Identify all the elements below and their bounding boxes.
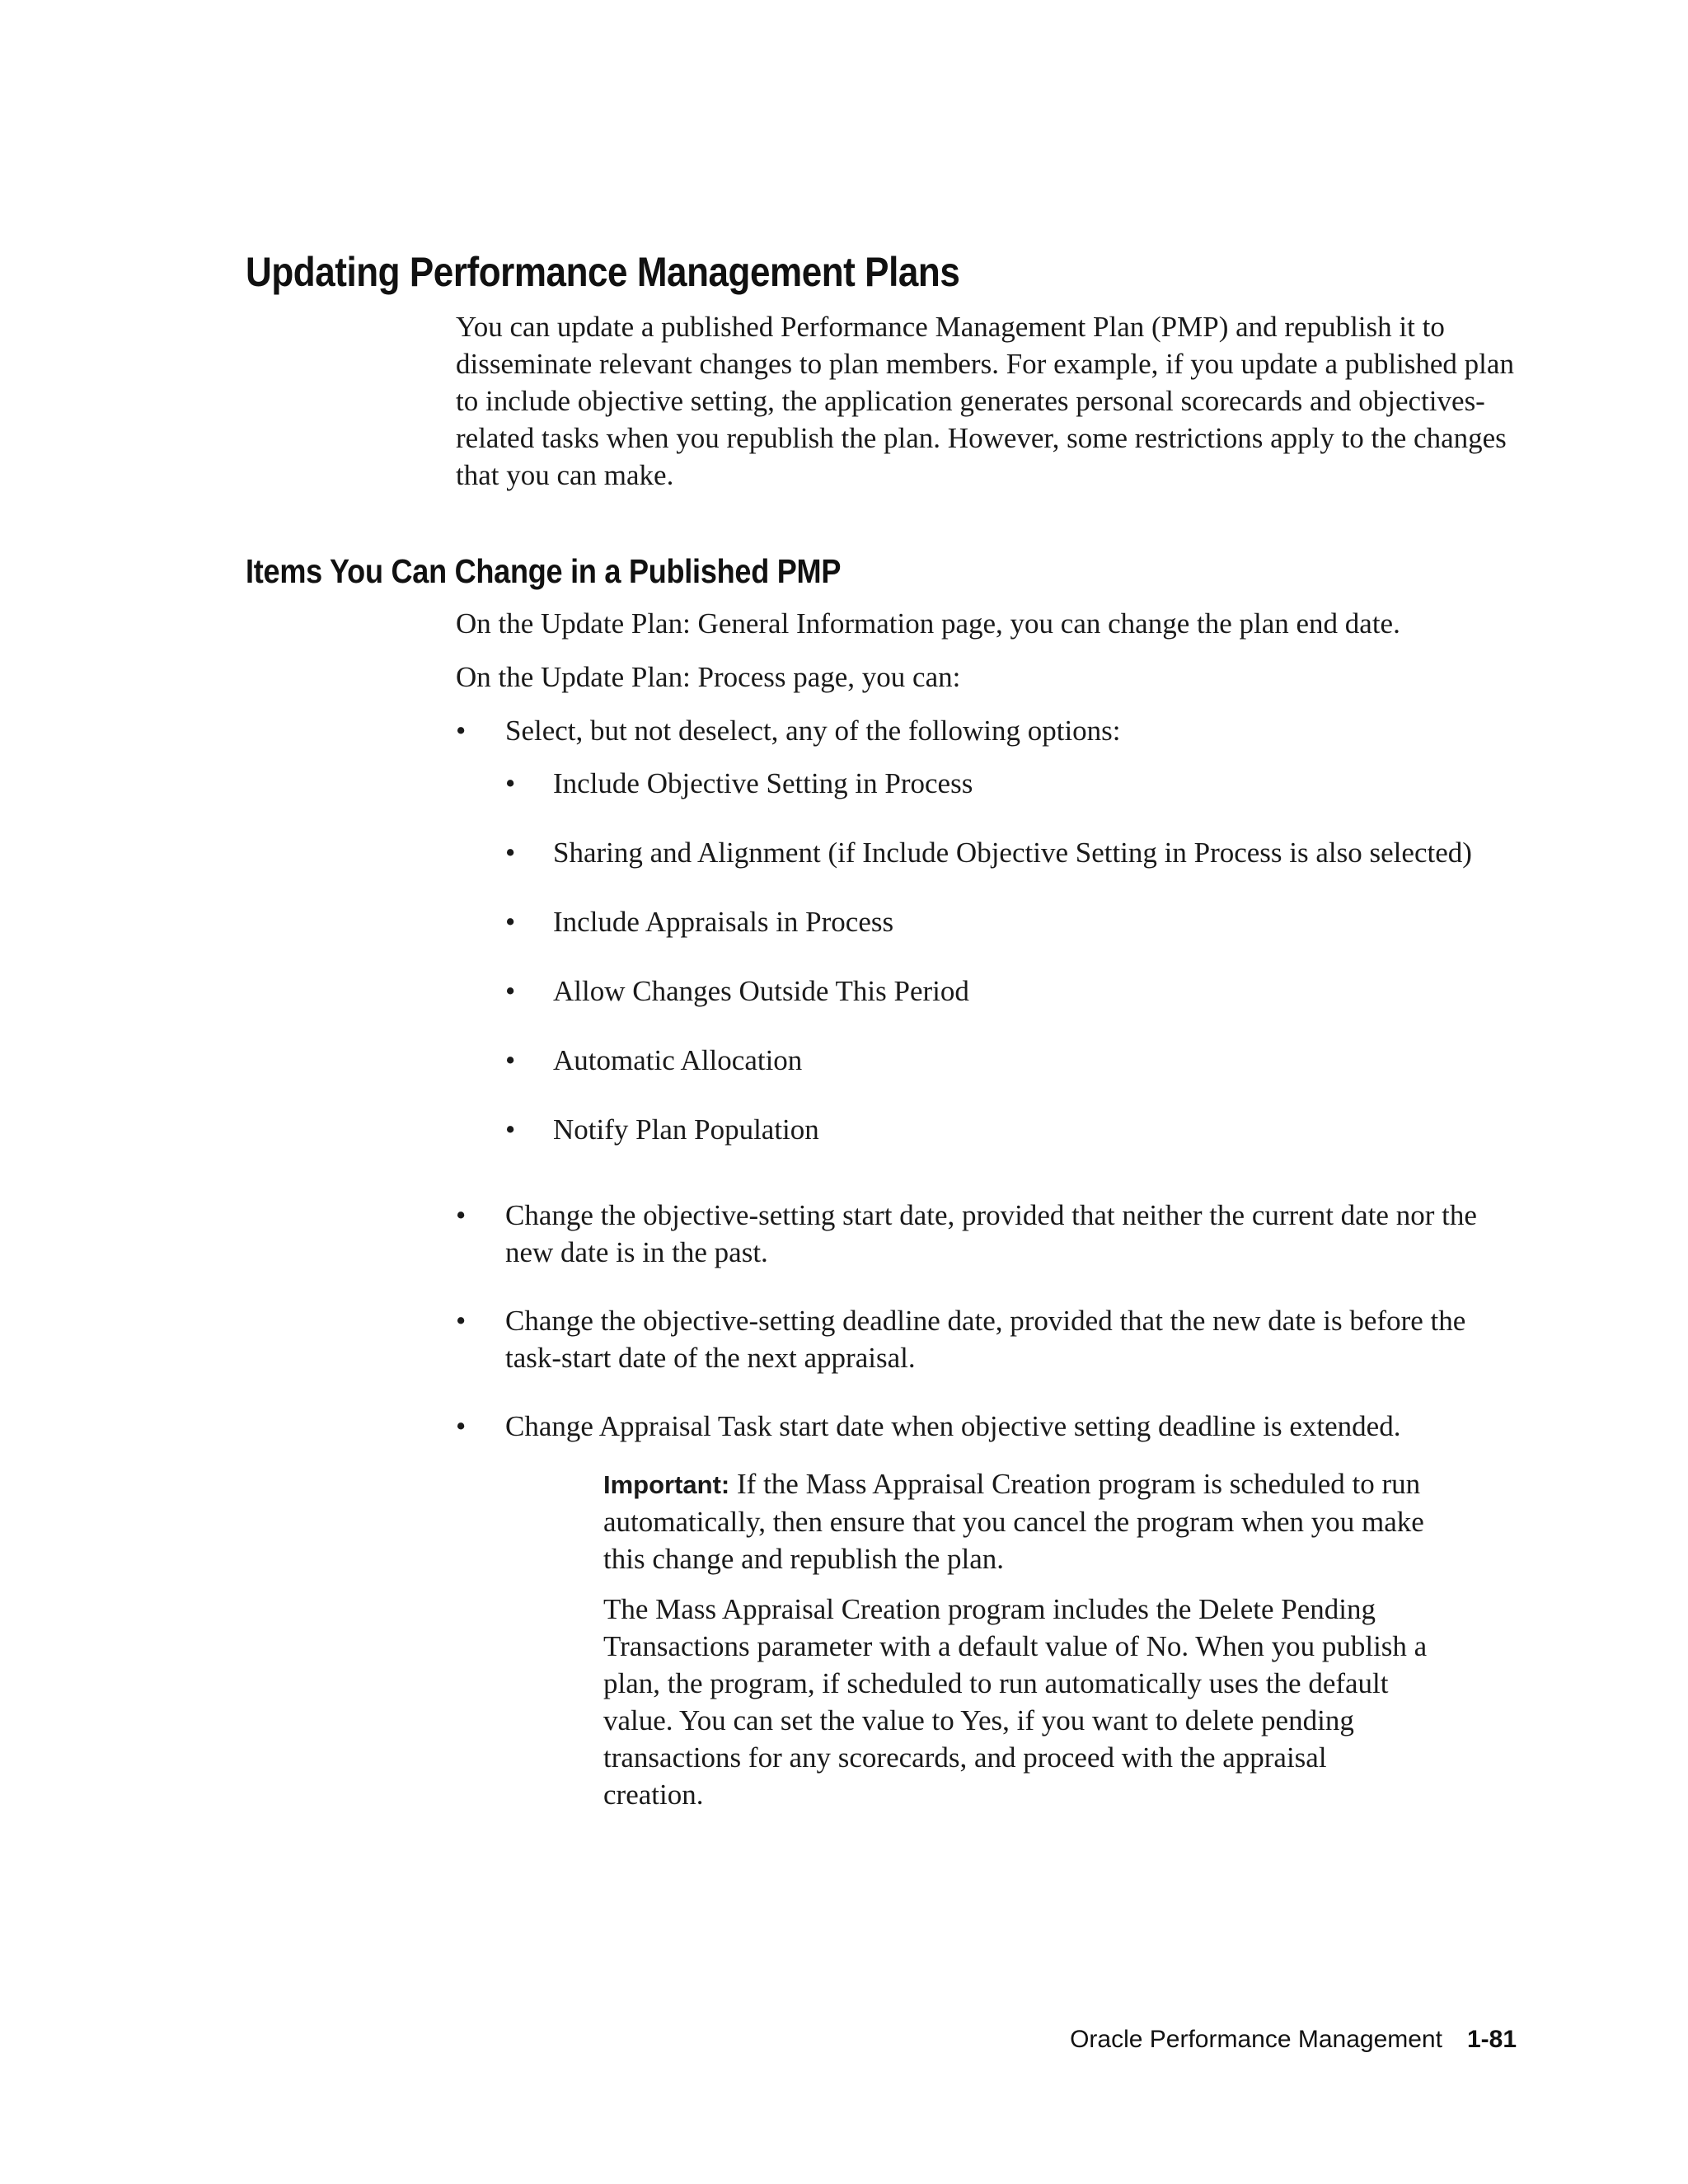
bullet-icon: •	[505, 767, 516, 799]
bullet-item	[456, 1197, 1527, 1271]
bullet-icon: •	[456, 1199, 467, 1231]
sub-bullet-text: Include Objective Setting in Process	[553, 767, 973, 799]
sub-bullet-item	[505, 765, 1527, 802]
sub-bullet-text: Automatic Allocation	[553, 1044, 803, 1076]
footer-book-title: Oracle Performance Management	[1070, 2026, 1442, 2053]
sub-bullet-text: Allow Changes Outside This Period	[553, 975, 969, 1007]
intro-paragraph: You can update a published Performance Management Plan (PMP) and republish it to disseminate relevant changes to plan members. For example, if you update a published plan to include objective setting, the application generates personal scorecards and objectives-related tasks when you republish the plan. However, some restrictions apply to the changes that you can make.	[456, 311, 1514, 491]
bullet-item	[456, 1302, 1527, 1376]
sub-bullet-item	[505, 903, 1527, 940]
bullet-text: Change the objective-setting start date, provided that neither the current date nor the new date is in the past.	[505, 1199, 1477, 1268]
sub-bullet-item	[505, 1042, 1527, 1079]
page-footer	[1070, 2023, 1517, 2056]
sub-bullet-text: Notify Plan Population	[553, 1113, 819, 1146]
note-label: Important:	[603, 1470, 730, 1499]
sub-bullet-item	[505, 1111, 1527, 1148]
bullet-text: Change Appraisal Task start date when objective setting deadline is extended.	[505, 1410, 1401, 1442]
bullet-item	[456, 712, 1527, 749]
sub-bullet-item	[505, 834, 1527, 871]
bullet-icon: •	[505, 906, 516, 938]
note-text: If the Mass Appraisal Creation program is scheduled to run automatically, then ensure that you cancel the program when you make this change and republish the plan.	[603, 1468, 1424, 1575]
important-note	[603, 1465, 1428, 1577]
bullet-icon: •	[505, 1044, 516, 1076]
note-followup: The Mass Appraisal Creation program includes the Delete Pending Transactions parameter with a default value of No. When you publish a plan, the program, if scheduled to run automatically uses the default value. You can set the value to Yes, if you want to delete pending transactions for any scorecards, and proceed with the appraisal creation.	[603, 1593, 1428, 1811]
bullet-icon: •	[505, 1113, 516, 1146]
process-paragraph: On the Update Plan: Process page, you can:	[456, 661, 961, 693]
sub-bullet-item	[505, 972, 1527, 1010]
bullet-icon: •	[456, 1410, 467, 1442]
sub-bullet-text: Include Appraisals in Process	[553, 906, 894, 938]
bullet-icon: •	[456, 715, 467, 747]
general-info-paragraph: On the Update Plan: General Information page, you can change the plan end date.	[456, 607, 1400, 640]
bullet-item	[456, 1408, 1527, 1445]
sub-bullet-text: Sharing and Alignment (if Include Objective Setting in Process is also selected)	[553, 837, 1472, 869]
footer-page-number: 1-81	[1466, 2026, 1517, 2053]
bullet-icon: •	[505, 975, 516, 1007]
subsection-title: Items You Can Change in a Published PMP	[246, 552, 842, 590]
bullet-icon: •	[505, 837, 516, 869]
bullet-text: Select, but not deselect, any of the following options:	[505, 715, 1121, 747]
bullet-icon: •	[456, 1305, 467, 1337]
section-title: Updating Performance Management Plans	[246, 249, 960, 295]
bullet-text: Change the objective-setting deadline date, provided that the new date is before the task-start date of the next appraisal.	[505, 1305, 1466, 1374]
